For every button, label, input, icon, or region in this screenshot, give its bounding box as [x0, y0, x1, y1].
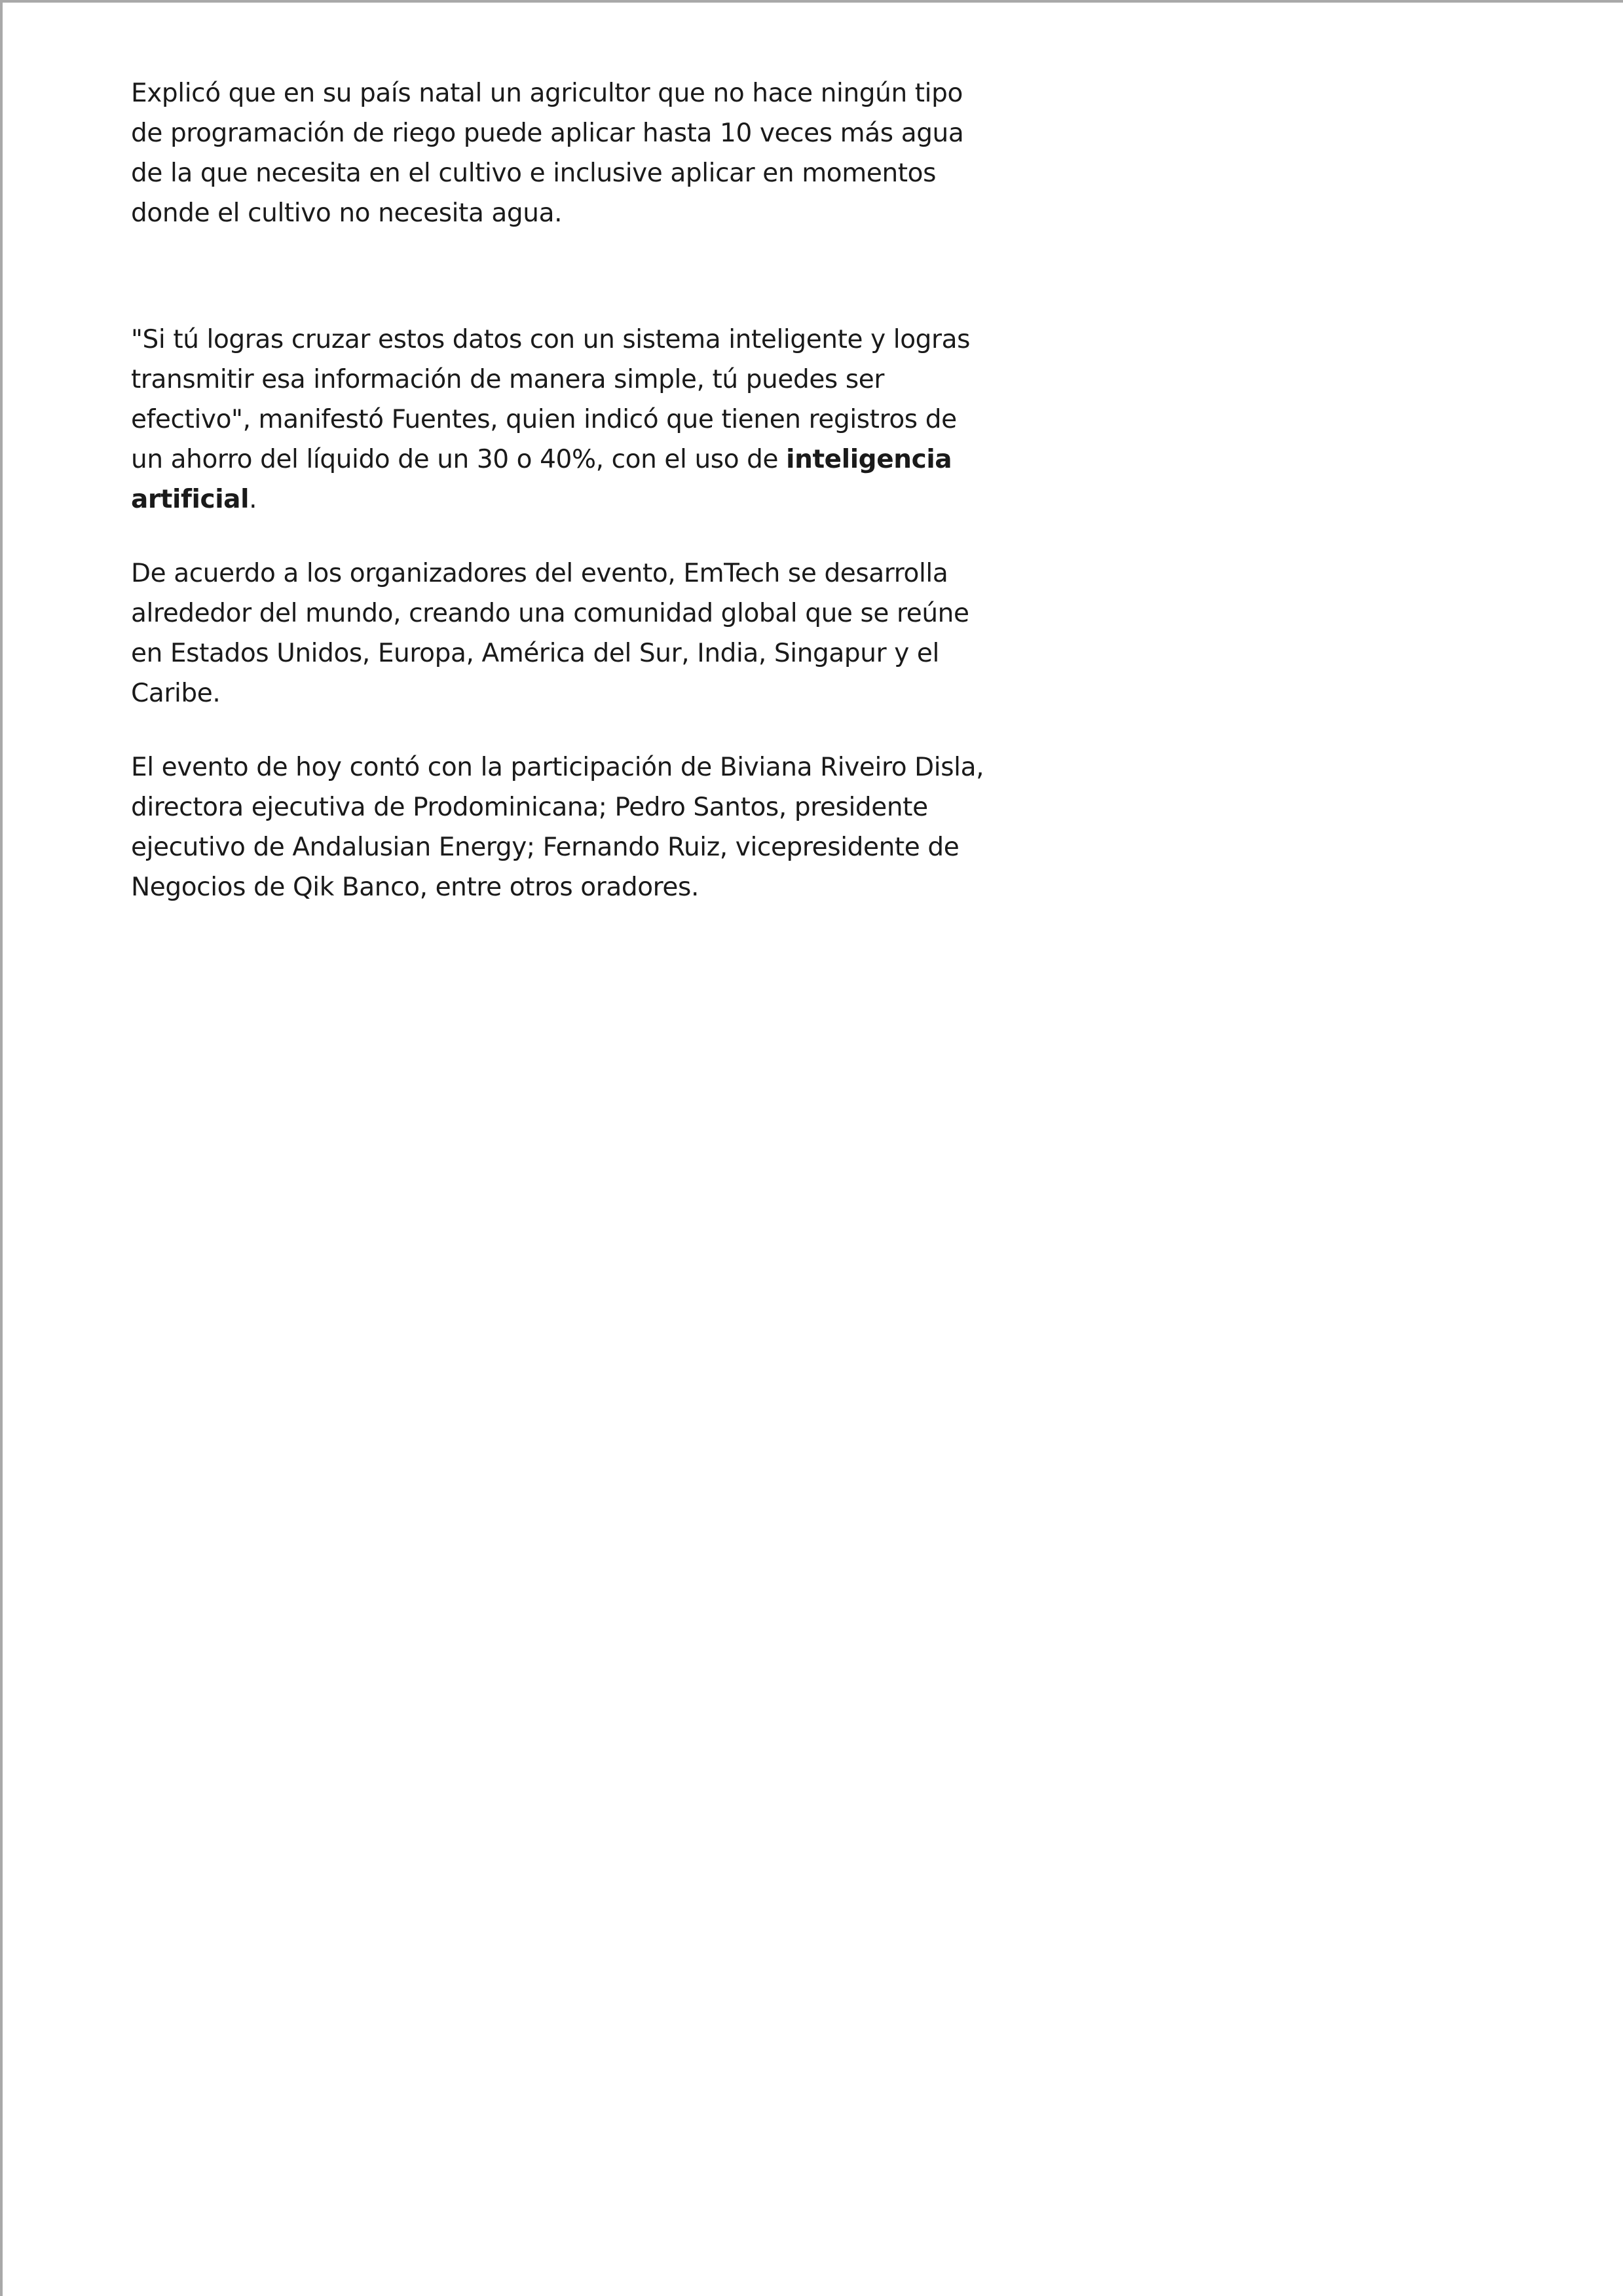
paragraph-2-text: "Si tú logras cruzar estos datos con un sistema inteligente y logras transmitir esa información de manera simple, tú puedes ser efectivo", manifestó Fuentes, quien indicó que tienen registros de un ahorro del líquido de un 30 o 40%, con el uso de [131, 325, 971, 474]
paragraph-3: De acuerdo a los organizadores del evento, EmTech se desarrolla alrededor del mundo, creando una comunidad global que se reúne en Estados Unidos, Europa, América del Sur, India, Singapur y el Caribe. [131, 559, 969, 708]
paragraph-2-bold-term: inteligencia artificial [131, 445, 952, 514]
paragraph-1: Explicó que en su país natal un agricultor que no hace ningún tipo de programación de riego puede aplicar hasta 10 veces más agua de la que necesita en el cultivo e inclusive aplicar en momentos donde el cultivo no necesita agua. [131, 79, 964, 228]
paragraph-4: El evento de hoy contó con la participación de Biviana Riveiro Disla, directora ejecutiva de Prodominicana; Pedro Santos, presidente ejecutivo de Andalusian Energy; Fernando Ruiz, vicepresidente de Negocios de Qik Banco, entre otros oradores. [131, 753, 984, 902]
paragraph-2-end: . [249, 485, 257, 514]
paragraph-2 [131, 320, 989, 519]
document-body [131, 73, 989, 907]
